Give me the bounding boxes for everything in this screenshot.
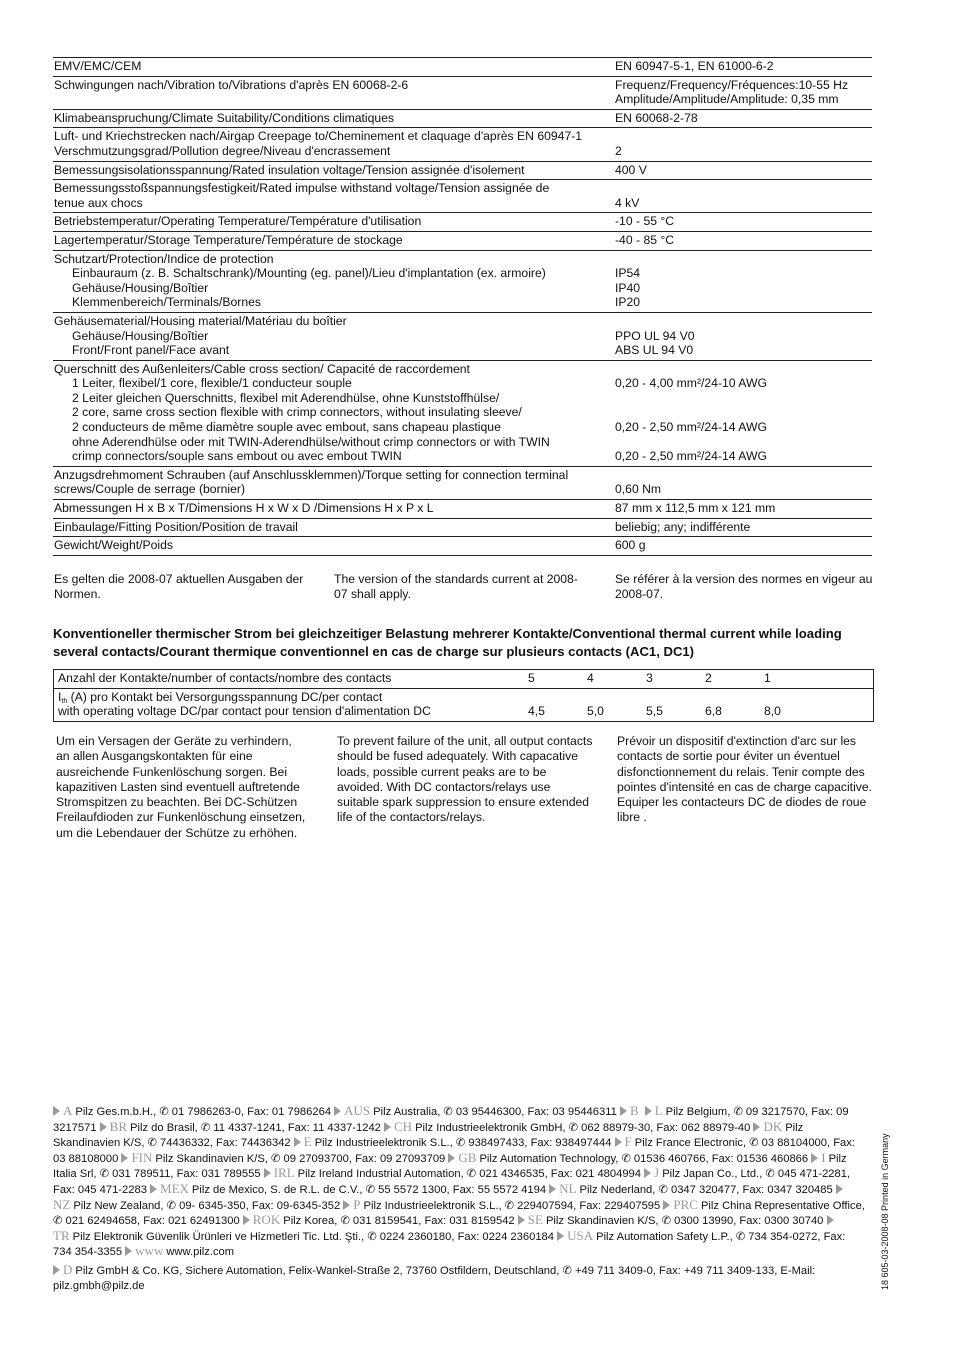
spec-value-line: 0,20 - 2,50 mm²/24-14 AWG [615,420,767,435]
current-value: 6,8 [705,704,722,719]
triangle-bullet-icon [644,1168,651,1178]
spec-label-line: Abmessungen H x B x T/Dimensions H x W x D /Dimensions H x P x L [54,501,434,516]
advice-text-fr: Prévoir un dispositif d'extinction d'arc sur les contacts de sortie pour éviter un éventuel disfonctionnement du relais. Tenir compte des pointes d'intensité en cas de charge capacitive. Equiper les contacteurs DC de diodes de roue libre . [617,734,873,825]
country-contacts-footer [53,1104,865,1260]
current-value: 8,0 [764,704,781,719]
country-contact [448,1149,809,1165]
spec-label-line: 1 Leiter, flexibel/1 core, flexible/1 conducteur souple [72,376,352,391]
spec-value-line [615,435,872,450]
spec-value-line [615,391,872,406]
triangle-bullet-icon [150,1184,157,1194]
country-contact-text: Pilz Nederland, ✆ 0347 320477, Fax: 0347 320485 [579,1183,833,1196]
country-code: P [353,1196,361,1212]
spec-label-line: 2 conducteurs de même diamètre souple avec embout, sans chapeau plastique [72,420,501,435]
spec-label-line: Bemessungsisolationsspannung/Rated insulation voltage/Tension assignée d'isolement [54,162,525,177]
country-code: D [63,1262,73,1277]
spec-value [615,252,872,310]
triangle-bullet-icon [663,1200,670,1210]
country-code: NZ [53,1196,71,1212]
country-contact-text: Pilz Automation Safety L.P., ✆ 734 354-0272, Fax: 734 354-3355 [53,1230,846,1259]
country-contact-text: Pilz Automation Technology, ✆ 01536 460766, Fax: 01536 460866 [479,1152,809,1165]
spec-label-line: Luft- und Kriechstrecken nach/Airgap Creepage to/Cheminement et claquage d'après EN 60947-1 [54,129,583,144]
country-code: I [821,1149,826,1165]
spec-value [615,362,872,464]
country-code: SE [527,1212,543,1228]
country-contact-text: Pilz Japan Co., Ltd., ✆ 045 471-2281, Fax: 045 471-2283 [53,1168,851,1196]
spec-label-line: Front/Front panel/Face avant [72,343,230,358]
spec-value [615,468,872,497]
spec-label-line: Gehäuse/Housing/Boîtier [72,328,209,343]
spec-value-line [615,362,872,377]
spec-row [53,313,872,361]
spec-label [53,59,615,74]
contacts-count-value: 4 [587,671,594,685]
country-contact-text: Pilz Ireland Industrial Automation, ✆ 021 4346535, Fax: 021 4804994 [297,1168,642,1181]
spec-label-line: ohne Aderendhülse oder mit TWIN-Aderendhülse/without crimp connectors or with TWIN [72,434,550,449]
advice-text-de: Um ein Versagen der Geräte zu verhindern, an allen Ausgangskontakten für eine ausreichende Funkenlöschung sorgen. Bei kapazitiven Lasten sind eventuell auftretende Stromspitzen zu beachten. Bei DC-Schützen Freilaufdioden zur Funkenlöschung einsetzen, um die Lebendauer der Schütze zu erhöhen. [56,734,306,840]
triangle-bullet-icon [100,1122,107,1132]
country-contact-text: Pilz Ges.m.b.H., ✆ 01 7986263-0, Fax: 01 7986264 [75,1106,332,1118]
spec-label [53,314,615,358]
country-contact-text: Pilz de Mexico, S. de R.L. de C.V., ✆ 55 5572 1300, Fax: 55 5572 4194 [191,1183,547,1196]
spec-value [615,233,872,248]
country-contact-text: Pilz Skandinavien K/S, ✆ 09 27093700, Fax: 09 27093709 [155,1152,446,1165]
spec-row [53,213,872,232]
country-code: CH [394,1118,413,1134]
spec-value-line: Amplitude/Amplitude/Amplitude: 0,35 mm [615,92,839,107]
spec-label-line: Bemessungsstoßspannungsfestigkeit/Rated impulse withstand voltage/Tension assignée de [54,181,550,196]
triangle-bullet-icon [264,1168,271,1178]
triangle-bullet-icon [343,1200,350,1210]
spec-row [53,110,872,129]
country-contact [549,1180,833,1196]
country-contact [334,1103,617,1118]
headquarters-text: Pilz GmbH & Co. KG, Sichere Automation, Felix-Wankel-Straße 2, 73760 Ostfildern, Deutschland, ✆ +49 711 3409-0, Fax: +49 711 3409-133, E-Mail: pilz.gmbh@pilz.de [53,1265,816,1292]
triangle-bullet-icon [121,1153,128,1163]
spec-row [53,467,872,500]
current-per-contact-row [54,688,873,721]
current-value: 5,0 [587,704,604,719]
spec-value-line: PPO UL 94 V0 [615,328,695,343]
spec-label-line: Gehäuse/Housing/Boîtier [72,280,209,295]
ith-subscript: th [61,697,68,705]
country-contact [121,1149,446,1165]
country-contact-text: Pilz Industrieelektronik S.L., ✆ 938497433, Fax: 938497444 [314,1137,612,1150]
country-code: J [654,1165,660,1181]
spec-value [615,501,872,516]
country-contact [150,1180,547,1196]
spec-label [53,129,615,158]
spec-label [53,538,615,553]
country-contact-text[interactable]: www.pilz.com [166,1246,235,1259]
spec-value-line: IP54 [615,266,641,281]
spec-label [53,468,615,497]
country-contact [384,1118,751,1134]
ith-symbol: I [58,689,62,704]
country-code: FIN [131,1149,153,1165]
spec-row [53,77,872,110]
spec-label-line: EMV/EMC/CEM [54,59,142,73]
spec-value-line: beliebig; any; indifférente [615,519,751,534]
spec-label-line: Betriebstemperatur/Operating Temperature/Température d'utilisation [54,214,422,229]
spec-row [53,58,872,77]
country-contact [518,1212,824,1228]
country-code: MEX [160,1180,189,1196]
spec-value-line: 400 V [615,162,647,177]
triangle-bullet-icon [53,1106,60,1116]
spec-label-line: 2 Leiter gleichen Querschnitts, flexibel mit Aderendhülse, ohne Kunststoffhülse/ [72,390,500,405]
contacts-count-value: 1 [764,671,771,685]
spec-value [615,111,872,126]
spec-value [615,538,872,553]
spec-value-line: EN 60068-2-78 [615,110,698,125]
spec-value-line: 87 mm x 112,5 mm x 121 mm [615,501,776,516]
spec-label-line: Klemmenbereich/Terminals/Bornes [72,295,261,310]
triangle-bullet-icon [243,1215,250,1225]
triangle-bullet-icon [615,1137,622,1147]
spec-value-line: ABS UL 94 V0 [615,343,694,358]
spec-label [53,362,615,464]
current-value: 4,5 [528,704,545,719]
spec-value-line: IP40 [615,280,641,295]
triangle-bullet-icon [549,1184,556,1194]
spec-label [53,163,615,178]
spec-value [615,163,872,178]
country-code: DK [763,1118,783,1134]
country-contact-text: Pilz Australia, ✆ 03 95446300, Fax: 03 95446311 [373,1106,617,1118]
triangle-bullet-icon [811,1153,818,1163]
spec-label-line: tenue aux chocs [54,195,143,210]
spec-value-line [615,405,872,420]
triangle-bullet-icon [557,1231,564,1241]
spec-label [53,501,615,516]
ith-label-line-2: with operating voltage DC/par contact pour tension d'alimentation DC [58,704,431,719]
spec-value-line: 600 g [615,538,646,553]
spec-label-line: Schwingungen nach/Vibration to/Vibrations d'après EN 60068-2-6 [54,77,409,92]
spec-value [615,181,872,210]
advice-text-en: To prevent failure of the unit, all output contacts should be fused adequately. With capacative loads, possible current peaks are to be avoided. With DC contactors/relays use suitable spark suppression to ensure extended life of the contactors/relays. [337,734,593,825]
spec-value [615,314,872,358]
spec-label-line: crimp connectors/souple sans embout ou avec embout TWIN [72,449,402,464]
spec-row [53,251,872,313]
country-code: USA [567,1227,594,1243]
spec-row [53,128,872,161]
country-contact-text: Pilz Belgium, ✆ 09 3217570, Fax: 09 3217571 [53,1106,849,1134]
country-code: PRC [673,1196,698,1212]
country-contact-text: Pilz New Zealand, ✆ 09- 6345-350, Fax: 09-6345-352 [73,1199,341,1212]
contacts-count-value: 5 [528,671,535,685]
spec-label-line: Lagertemperatur/Storage Temperature/Température de stockage [54,232,403,247]
technical-data-table [53,57,872,556]
spec-value-line: IP20 [615,295,641,310]
country-contact [620,1103,642,1118]
spec-value [615,78,872,107]
country-code: TR [53,1227,70,1243]
spec-label [53,181,615,210]
spec-value-line: 0,20 - 2,50 mm²/24-14 AWG [615,449,767,464]
ith-label-line-1: (A) pro Kontakt bei Versorgungsspannung DC/per contact [67,689,383,704]
spec-label-line: screws/Couple de serrage (bornier) [54,482,246,497]
country-code: E [303,1134,312,1150]
country-contact [53,1103,332,1118]
spec-value-line: -10 - 55 °C [615,214,675,229]
triangle-bullet-icon [384,1122,391,1132]
country-contact [125,1243,235,1259]
spec-label [53,78,615,107]
country-contact [343,1196,661,1212]
spec-label-line: Querschnitt des Außenleiters/Cable cross section/ Capacité de raccordement [54,361,470,376]
country-contact [243,1212,515,1228]
spec-label-line: Anzugsdrehmoment Schrauben (auf Anschlussklemmen)/Torque setting for connection terminal [54,467,569,482]
triangle-bullet-icon [334,1106,341,1116]
country-contact-text: Pilz Skandinavien K/S, ✆ 74436332, Fax: 74436342 [53,1121,804,1150]
country-code: GB [458,1149,477,1165]
country-contact-text: Pilz Skandinavien K/S, ✆ 0300 13990, Fax: 0300 30740 [545,1215,824,1228]
spec-row [53,500,872,519]
country-code: NL [559,1180,577,1196]
spec-value-line: -40 - 85 °C [615,232,675,247]
spec-label [53,111,615,126]
spec-label-line: Schutzart/Protection/Indice de protection [54,251,274,266]
contacts-count-row [54,670,873,688]
contacts-count-value: 2 [705,671,712,685]
print-code: 18 605-03-2008-08 Printed in Germany [880,1133,890,1290]
country-code: L [654,1103,663,1118]
spec-label-line: Einbaulage/Fitting Position/Position de travail [54,519,298,534]
spec-value-line [615,252,872,267]
spec-label-line: Einbauraum (z. B. Schaltschrank)/Mounting (eg. panel)/Lieu d'implantation (ex. armoire) [72,266,546,281]
spec-value [615,129,872,158]
spec-value-line: 4 kV [615,195,640,210]
country-contact [100,1118,381,1134]
country-code: F [624,1134,632,1150]
country-contact-text: Pilz Industrieelektronik S.L., ✆ 229407594, Fax: 229407595 [363,1199,661,1212]
triangle-bullet-icon [645,1106,652,1116]
spec-value [615,214,872,229]
spec-row [53,361,872,467]
country-contact-text: Pilz Korea, ✆ 031 8159541, Fax: 031 8159542 [283,1215,515,1228]
thermal-current-table [53,669,874,722]
spec-value-line: 0,60 Nm [615,482,662,497]
triangle-bullet-icon [125,1246,132,1256]
country-code: B [629,1103,639,1118]
spec-label [53,252,615,310]
headquarters-address [53,1263,865,1293]
country-code: ROK [252,1212,281,1228]
triangle-bullet-icon [827,1215,834,1225]
contacts-count-label: Anzahl der Kontakte/number of contacts/nombre des contacts [58,671,392,685]
current-per-contact-label [58,690,528,719]
thermal-current-heading: Konventioneller thermischer Strom bei gleichzeitiger Belastung mehrerer Kontakte/Conventional thermal current while loading several contacts/Courant thermique conventionnel en cas de charge sur plusieurs contacts (AC1, DC1) [53,626,842,659]
triangle-bullet-icon [620,1106,627,1116]
country-contact-text: Pilz Industrieelektronik GmbH, ✆ 062 88979-30, Fax: 062 88979-40 [415,1121,751,1134]
spec-row [53,180,872,213]
spec-row [53,232,872,251]
country-code: IRL [273,1165,295,1181]
country-contact-text: Pilz China Representative Office, ✆ 021 62494658, Fax: 021 62491300 [53,1199,865,1228]
standards-note-de: Es gelten die 2008-07 aktuellen Ausgaben der Normen. [54,572,304,601]
country-contact [264,1165,642,1181]
spec-value [615,520,872,535]
standards-note-fr: Se référer à la version des normes en vigeur au 2008-07. [615,572,873,601]
country-code: AUS [344,1103,371,1118]
current-value: 5,5 [646,704,663,719]
spec-value-line: Frequenz/Frequency/Fréquences:10-55 Hz [615,77,849,92]
spec-row [53,162,872,181]
spec-value-line: 0,20 - 4,00 mm²/24-10 AWG [615,376,767,391]
spec-label-line: Verschmutzungsgrad/Pollution degree/Niveau d'encrassement [54,143,391,158]
country-code: www [135,1243,164,1259]
spec-value-line [615,314,872,329]
spec-label-line: Klimabeanspruchung/Climate Suitability/Conditions climatiques [54,110,395,125]
spec-label-line: Gehäusematerial/Housing material/Matériau du boîtier [54,313,347,328]
triangle-bullet-icon [53,1265,60,1275]
triangle-bullet-icon [448,1153,455,1163]
spec-value-line: EN 60947-5-1, EN 61000-6-2 [615,59,774,73]
spec-label [53,520,615,535]
triangle-bullet-icon [753,1122,760,1132]
country-contact-text: Pilz France Electronic, ✆ 03 88104000, Fax: 03 88108000 [53,1137,855,1165]
triangle-bullet-icon [294,1137,301,1147]
triangle-bullet-icon [518,1215,525,1225]
spec-label [53,233,615,248]
spec-value [615,59,872,74]
triangle-bullet-icon [836,1184,843,1194]
contacts-count-value: 3 [646,671,653,685]
country-code: A [63,1103,73,1118]
country-code: BR [109,1118,128,1134]
country-contact-text: Pilz Italia Srl, ✆ 031 789511, Fax: 031 789555 [53,1152,847,1181]
country-contact-text: Pilz do Brasil, ✆ 11 4337-1241, Fax: 11 4337-1242 [130,1121,381,1134]
spec-row [53,519,872,538]
country-contact-text: Pilz Elektronik Güvenlik Ürünleri ve Hizmetleri Tic. Ltd. Şti., ✆ 0224 2360180, Fax: 0224 2360184 [72,1230,554,1243]
country-contact [294,1134,612,1150]
spec-label-line: Gewicht/Weight/Poids [54,538,173,553]
spec-label [53,214,615,229]
standards-note-en: The version of the standards current at 2008-07 shall apply. [334,572,578,601]
spec-label-line: 2 core, same cross section flexible with crimp connectors, without insulating sleeve/ [72,405,522,420]
spec-row [53,537,872,556]
spec-value-line: 2 [615,143,622,158]
